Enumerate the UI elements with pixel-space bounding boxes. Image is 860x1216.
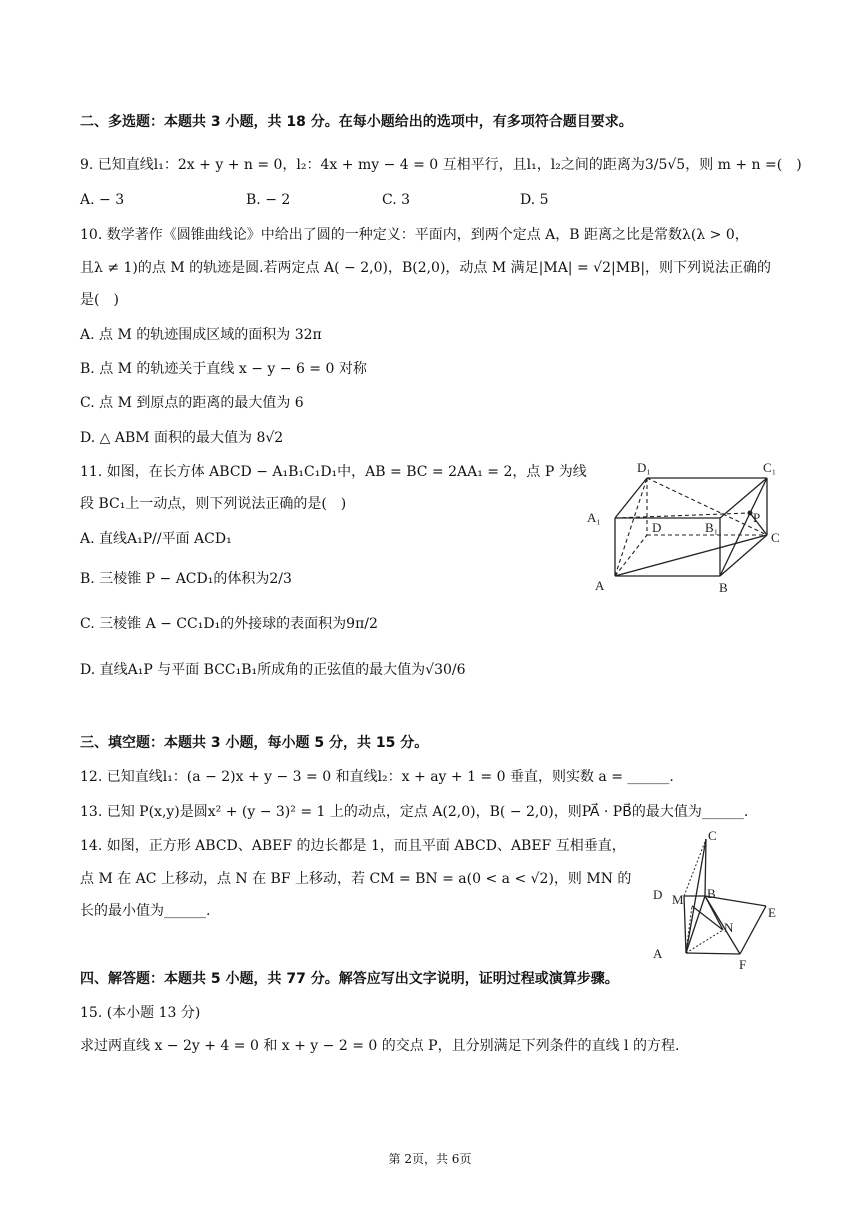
label-m: M <box>672 892 684 907</box>
label-e: E <box>768 905 776 920</box>
q13-stem: 13. 已知 P(x,y)是圆x² + (y − 3)² = 1 上的动点，定点 A(2,0)，B( − 2,0)，则PA⃗ · PB⃗的最大值为______. <box>80 804 749 820</box>
q14-line-1: 14. 如图，正方形 ABCD、ABEF 的边长都是 1，而且平面 ABCD、ABEF 互相垂直， <box>80 838 626 854</box>
q14-line-2: 点 M 在 AC 上移动，点 N 在 BF 上移动，若 CM = BN = a(0 < a < √2)，则 MN 的 <box>80 871 632 887</box>
q10-line-3: 是( ) <box>80 292 119 308</box>
q10-option-b: B. 点 M 的轨迹关于直线 x − y − 6 = 0 对称 <box>80 361 367 377</box>
q9-stem: 9. 已知直线l₁：2x + y + n = 0，l₂：4x + my − 4 = 0 互相平行，且l₁，l₂之间的距离为3/5√5，则 m + n =( ) <box>80 157 802 173</box>
label-a1: A₁ <box>587 510 601 525</box>
q10-option-c: C. 点 M 到原点的距离的最大值为 6 <box>80 395 304 411</box>
q9-option-b: B. − 2 <box>246 192 291 208</box>
q10-line-2: 且λ ≠ 1)的点 M 的轨迹是圆.若两定点 A( − 2,0)，B(2,0)，动点 M 满足|MA| = √2|MB|，则下列说法正确的 <box>80 260 772 276</box>
q15-stem: 求过两直线 x − 2y + 4 = 0 和 x + y − 2 = 0 的交点 P，且分别满足下列条件的直线 l 的方程. <box>80 1038 680 1054</box>
label-c: C <box>771 530 780 545</box>
section-2-title: 二、多选题：本题共 3 小题，共 18 分。在每小题给出的选项中，有多项符合题目要求。 <box>80 114 633 130</box>
q9-option-c: C. 3 <box>382 192 411 208</box>
label-c: C <box>708 828 717 843</box>
label-n: N <box>724 920 734 935</box>
q14-line-3: 长的最小值为______. <box>80 903 211 919</box>
q11-option-c: C. 三棱锥 A − CC₁D₁的外接球的表面积为9π/2 <box>80 616 378 632</box>
label-c1: C₁ <box>763 460 777 475</box>
label-b: B <box>719 580 728 595</box>
q10-option-a: A. 点 M 的轨迹围成区域的面积为 32π <box>80 327 322 343</box>
label-b1: B₁ <box>705 520 719 535</box>
label-d: D <box>652 520 662 535</box>
q11-line-2: 段 BC₁上一动点，则下列说法正确的是( ) <box>80 496 347 512</box>
q15-header: 15. (本小题 13 分) <box>80 1005 201 1021</box>
q11-option-d: D. 直线A₁P 与平面 BCC₁B₁所成角的正弦值的最大值为√30/6 <box>80 662 466 678</box>
label-f: F <box>739 957 747 972</box>
label-p: P <box>753 510 761 525</box>
q11-line-1: 11. 如图，在长方体 ABCD − A₁B₁C₁D₁中，AB = BC = 2AA₁ = 2，点 P 为线 <box>80 464 587 480</box>
label-a: A <box>595 578 605 593</box>
q11-cuboid-figure <box>585 458 785 598</box>
q9-option-d: D. 5 <box>520 192 549 208</box>
q12-stem: 12. 已知直线l₁：(a − 2)x + y − 3 = 0 和直线l₂：x + ay + 1 = 0 垂直，则实数 a = ______. <box>80 769 674 785</box>
page-footer: 第 2页，共 6页 <box>388 1152 472 1166</box>
section-3-title: 三、填空题：本题共 3 小题，每小题 5 分，共 15 分。 <box>80 735 429 751</box>
section-4-title: 四、解答题：本题共 5 小题，共 77 分。解答应写出文字说明，证明过程或演算步骤。 <box>80 971 619 987</box>
q9-option-a: A. − 3 <box>80 192 125 208</box>
label-d: D <box>653 887 663 902</box>
label-b: B <box>707 886 716 901</box>
q10-option-d: D. △ ABM 面积的最大值为 8√2 <box>80 430 284 446</box>
q11-option-b: B. 三棱锥 P − ACD₁的体积为2/3 <box>80 571 292 587</box>
q11-option-a: A. 直线A₁P//平面 ACD₁ <box>80 531 232 547</box>
label-a: A <box>653 946 663 961</box>
label-d1: D₁ <box>637 460 651 475</box>
q14-squares-figure <box>648 826 788 974</box>
q10-line-1: 10. 数学著作《圆锥曲线论》中给出了圆的一种定义：平面内，到两个定点 A，B 距离之比是常数λ(λ > 0， <box>80 227 749 243</box>
